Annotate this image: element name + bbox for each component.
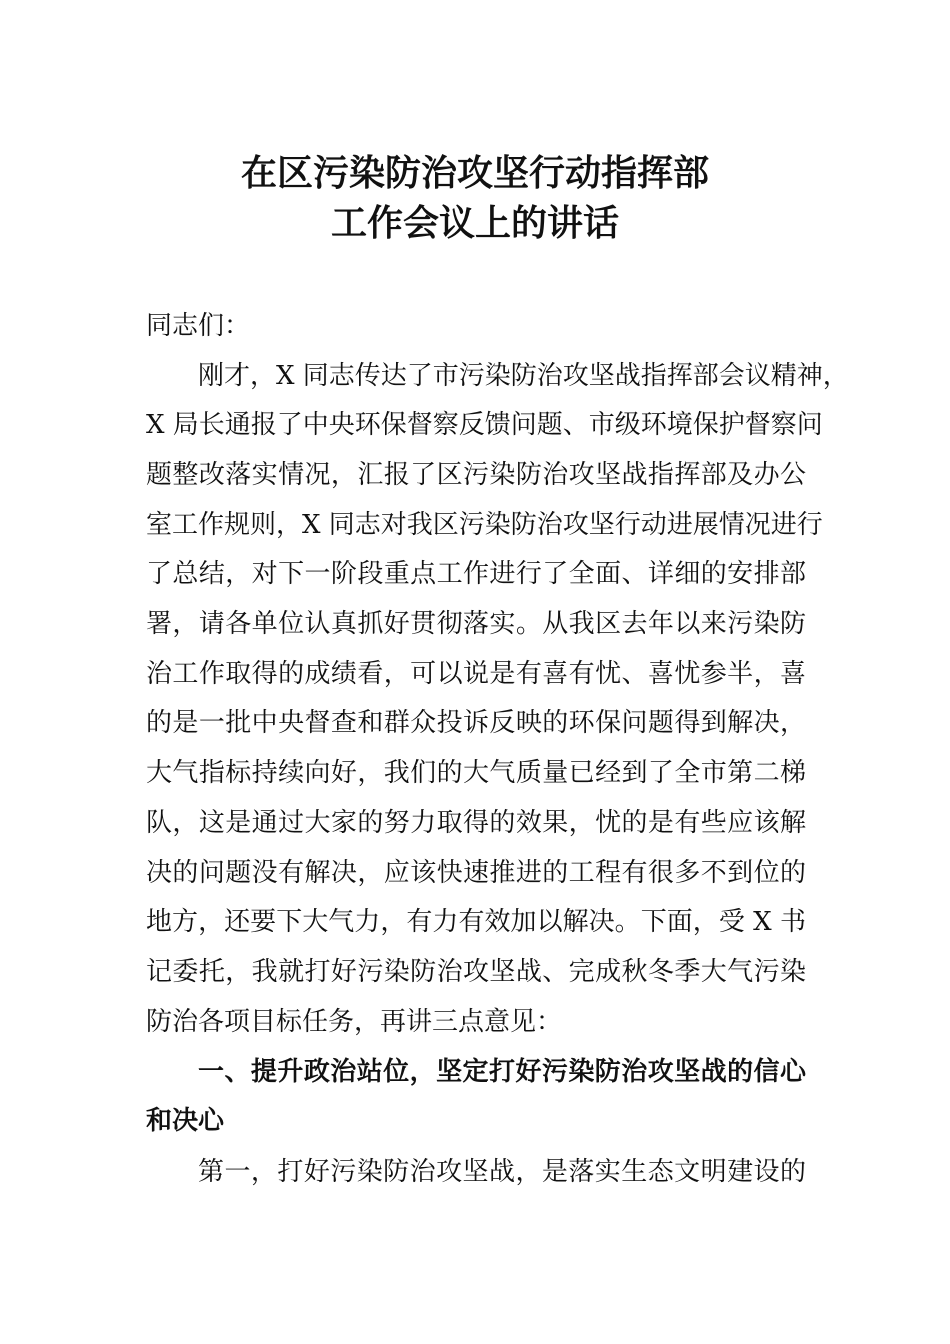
paragraph1-line: 防治各项目标任务，再讲三点意见： xyxy=(146,1007,563,1037)
paragraph1-line: 队，这是通过大家的努力取得的效果，忧的是有些应该解 xyxy=(146,808,806,838)
document-title-line-2: 工作会议上的讲话 xyxy=(330,202,619,244)
paragraph2-line: 第一，打好污染防治攻坚战，是落实生态文明建设的 xyxy=(198,1157,806,1187)
paragraph1-line: 题整改落实情况，汇报了区污染防治攻坚战指挥部及办公 xyxy=(146,460,806,490)
paragraph1-line: 了总结，对下一阶段重点工作进行了全面、详细的安排部 xyxy=(146,559,806,589)
section-heading-line-2: 和决心 xyxy=(146,1106,225,1136)
paragraph1-line: X 局长通报了中央环保督察反馈问题、市级环境保护督察问 xyxy=(146,410,823,440)
paragraph1-line: 大气指标持续向好，我们的大气质量已经到了全市第二梯 xyxy=(146,758,806,788)
paragraph1-line: 的是一批中央督查和群众投诉反映的环保问题得到解决， xyxy=(146,708,806,738)
paragraph1-line: 决的问题没有解决，应该快速推进的工程有很多不到位的 xyxy=(146,858,806,888)
paragraph1-line: 室工作规则，X 同志对我区污染防治攻坚行动进展情况进行 xyxy=(146,510,823,540)
paragraph1-line: 刚才，X 同志传达了市污染防治攻坚战指挥部会议精神， xyxy=(198,361,849,391)
paragraph1-line: 记委托，我就打好污染防治攻坚战、完成秋冬季大气污染 xyxy=(146,957,806,987)
paragraph1-line: 地方，还要下大气力，有力有效加以解决。下面，受 X 书 xyxy=(146,907,806,937)
section-heading-line-1: 一、提升政治站位，坚定打好污染防治攻坚战的信心 xyxy=(198,1057,806,1087)
paragraph1-line: 署，请各单位认真抓好贯彻落实。从我区去年以来污染防 xyxy=(146,609,806,639)
paragraph1-line: 治工作取得的成绩看，可以说是有喜有忧、喜忧参半，喜 xyxy=(146,659,806,689)
salutation: 同志们： xyxy=(146,311,251,341)
document-title-line-1: 在区污染防治攻坚行动指挥部 xyxy=(240,152,709,194)
